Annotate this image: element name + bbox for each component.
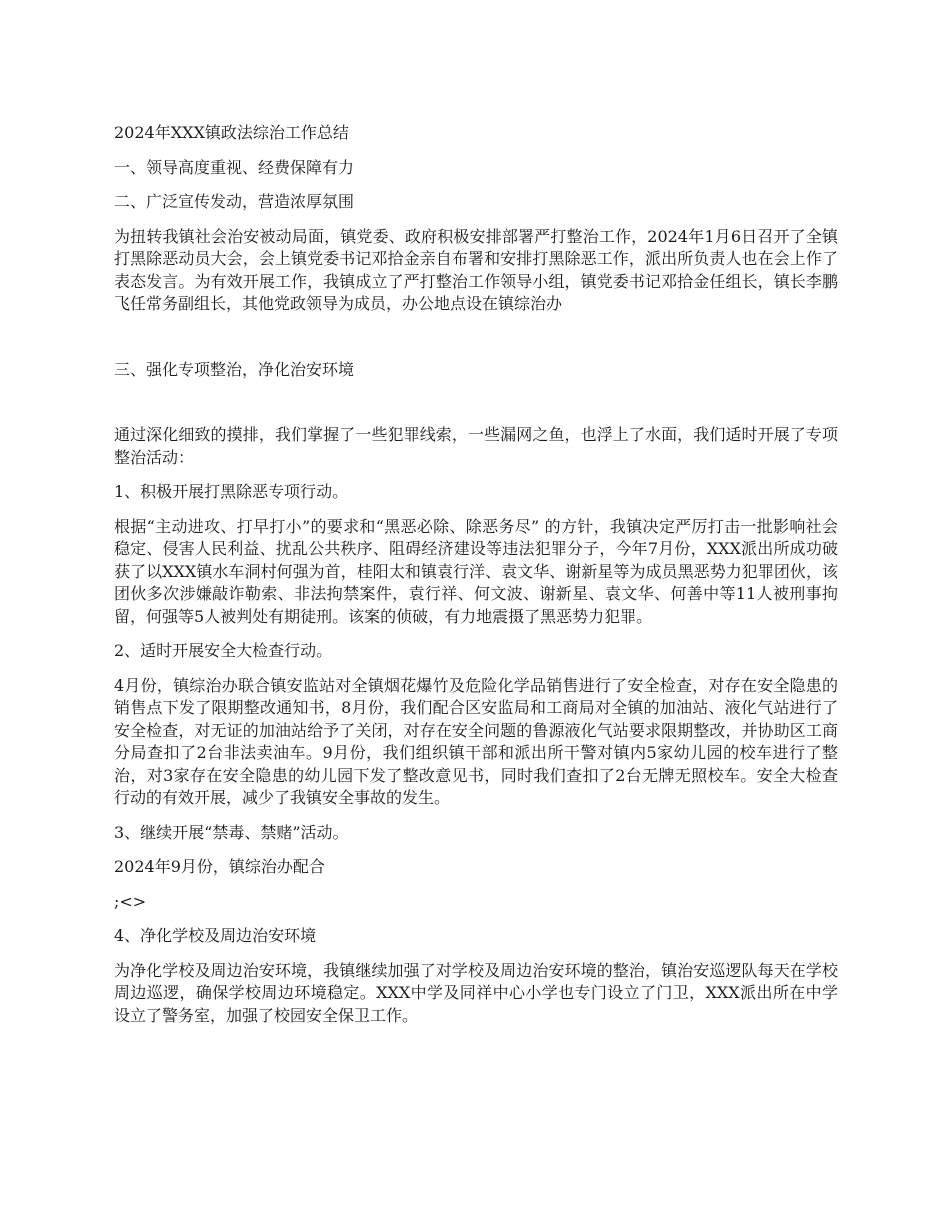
item-2-paragraph: 4月份，镇综治办联合镇安监站对全镇烟花爆竹及危险化学品销售进行了安全检查，对存在安全隐患的销售点下发了限期整改通知书，8月份，我们配合区安监局和工商局对全镇的加油站、液化气站进行了安全检查，对无证的加油站给予了关闭，对存在安全问题的鲁源液化气站要求限期整改，并协助区工商分局查扣了2台非法卖油车。9月份，我们组织镇干部和派出所干警对镇内5家幼儿园的校车进行了整治，对3家存在安全隐患的幼儿园下发了整改意见书，同时我们查扣了2台无牌无照校车。安全大检查行动的有效开展，减少了我镇安全事故的发生。 <box>114 675 838 807</box>
item-4-heading: 4、净化学校及周边治安环境 <box>114 926 317 945</box>
section-1-heading: 一、领导高度重视、经费保障有力 <box>114 157 355 177</box>
document-body <box>114 122 838 1039</box>
section-3-heading: 三、强化专项整治，净化治安环境 <box>114 359 355 379</box>
item-3-heading: 3、继续开展“禁毒、禁赌”活动。 <box>114 822 349 842</box>
item-2-heading: 2、适时开展安全大检查行动。 <box>114 641 333 660</box>
section-2-paragraph: 为扭转我镇社会治安被动局面，镇党委、政府积极安排部署严打整治工作，2024年1月6日召开了全镇打黑除恶动员大会，会上镇党委书记邓拾金亲自布署和安排打黑除恶工作，派出所负责人也在会上作了表态发言。为有效开展工作，我镇成立了严打整治工作领导小组，镇党委书记邓拾金任组长，镇长李鹏飞任常务副组长，其他党政领导为成员，办公地点设在镇综治办 <box>114 226 838 313</box>
item-1-paragraph: 根据“主动进攻、打早打小”的要求和“黑恶必除、除恶务尽” 的方针，我镇决定严厉打击一批影响社会稳定、侵害人民利益、扰乱公共秩序、阻碍经济建设等违法犯罪分子，今年7月份，XXX派出所成功破获了以XXX镇水车洞村何强为首，桂阳太和镇袁行洋、袁文华、谢新星等为成员黑恶势力犯罪团伙，该团伙多次涉嫌敲诈勒索、非法拘禁案件，袁行祥、何文波、谢新星、袁文华、何善中等11人被刑事拘留，何强等5人被判处有期徒刑。该案的侦破，有力地震摄了黑恶势力犯罪。 <box>114 516 838 626</box>
section-3-intro-paragraph: 通过深化细致的摸排，我们掌握了一些犯罪线索，一些漏网之鱼，也浮上了水面，我们适时开展了专项整治活动： <box>114 425 838 467</box>
document-title: 2024年XXX镇政法综治工作总结 <box>114 123 349 142</box>
item-4-paragraph: 为净化学校及周边治安环境，我镇继续加强了对学校及周边治安环境的整治，镇治安巡逻队每天在学校周边巡逻，确保学校周边环境稳定。XXX中学及同祥中心小学也专门设立了门卫，XXX派出所在中学设立了警务室，加强了校园安全保卫工作。 <box>114 960 838 1025</box>
item-1-heading: 1、积极开展打黑除恶专项行动。 <box>114 482 349 501</box>
item-3-paragraph: 2024年9月份，镇综治办配合 <box>114 857 325 876</box>
text-fragment: ;<> <box>114 891 147 911</box>
section-2-heading: 二、广泛宣传发动，营造浓厚氛围 <box>114 192 355 211</box>
